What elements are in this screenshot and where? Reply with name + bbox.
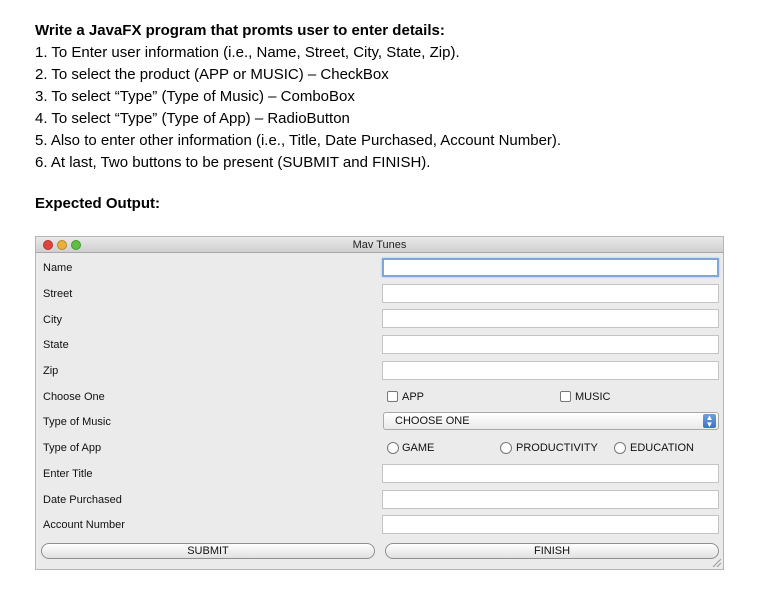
instructions-heading: Write a JavaFX program that promts user to enter details: xyxy=(35,22,445,39)
name-label: Name xyxy=(43,262,73,274)
window-titlebar[interactable] xyxy=(36,237,723,253)
city-label: City xyxy=(43,314,62,326)
education-radio-label[interactable]: EDUCATION xyxy=(630,442,694,454)
choose-one-label: Choose One xyxy=(43,391,105,403)
instruction-line-6: 6. At last, Two buttons to be present (SUBMIT and FINISH). xyxy=(35,154,431,171)
title-field[interactable] xyxy=(382,464,719,483)
date-purchased-field[interactable] xyxy=(382,490,719,509)
name-field[interactable] xyxy=(382,258,719,277)
street-field[interactable] xyxy=(382,284,719,303)
type-of-app-label: Type of App xyxy=(43,442,102,454)
account-number-label: Account Number xyxy=(43,519,125,531)
street-label: Street xyxy=(43,288,73,300)
game-radio-label[interactable]: GAME xyxy=(402,442,435,454)
instruction-line-4: 4. To select “Type” (Type of App) – RadioButton xyxy=(35,110,350,127)
account-number-field[interactable] xyxy=(382,515,719,534)
productivity-radio[interactable] xyxy=(500,442,512,454)
window-title: Mav Tunes xyxy=(352,239,407,251)
game-radio[interactable] xyxy=(387,442,399,454)
instruction-line-1: 1. To Enter user information (i.e., Name, Street, City, State, Zip). xyxy=(35,44,460,61)
music-checkbox[interactable] xyxy=(560,391,571,402)
productivity-radio-label[interactable]: PRODUCTIVITY xyxy=(516,442,598,454)
type-of-music-label: Type of Music xyxy=(43,416,111,428)
expected-output-label: Expected Output: xyxy=(35,195,161,212)
mav-tunes-window xyxy=(35,236,724,570)
instruction-line-2: 2. To select the product (APP or MUSIC) – CheckBox xyxy=(35,66,389,83)
type-of-music-combobox[interactable] xyxy=(383,412,719,430)
zip-field[interactable] xyxy=(382,361,719,380)
state-field[interactable] xyxy=(382,335,719,354)
finish-button[interactable]: FINISH xyxy=(385,543,719,559)
city-field[interactable] xyxy=(382,309,719,328)
instruction-line-5: 5. Also to enter other information (i.e., Title, Date Purchased, Account Number). xyxy=(35,132,562,149)
date-purchased-label: Date Purchased xyxy=(43,494,122,506)
music-checkbox-label[interactable]: MUSIC xyxy=(575,391,611,403)
resize-grip-icon[interactable] xyxy=(711,557,721,567)
education-radio[interactable] xyxy=(614,442,626,454)
updown-arrows-icon[interactable]: ▲ ▼ xyxy=(703,414,716,428)
enter-title-label: Enter Title xyxy=(43,468,93,480)
submit-button[interactable]: SUBMIT xyxy=(41,543,375,559)
combobox-selected-value: CHOOSE ONE xyxy=(395,415,470,427)
state-label: State xyxy=(43,339,69,351)
instruction-line-3: 3. To select “Type” (Type of Music) – ComboBox xyxy=(35,88,355,105)
app-checkbox[interactable] xyxy=(387,391,398,402)
app-checkbox-label[interactable]: APP xyxy=(402,391,425,403)
zip-label: Zip xyxy=(43,365,59,377)
instructions xyxy=(35,20,735,174)
